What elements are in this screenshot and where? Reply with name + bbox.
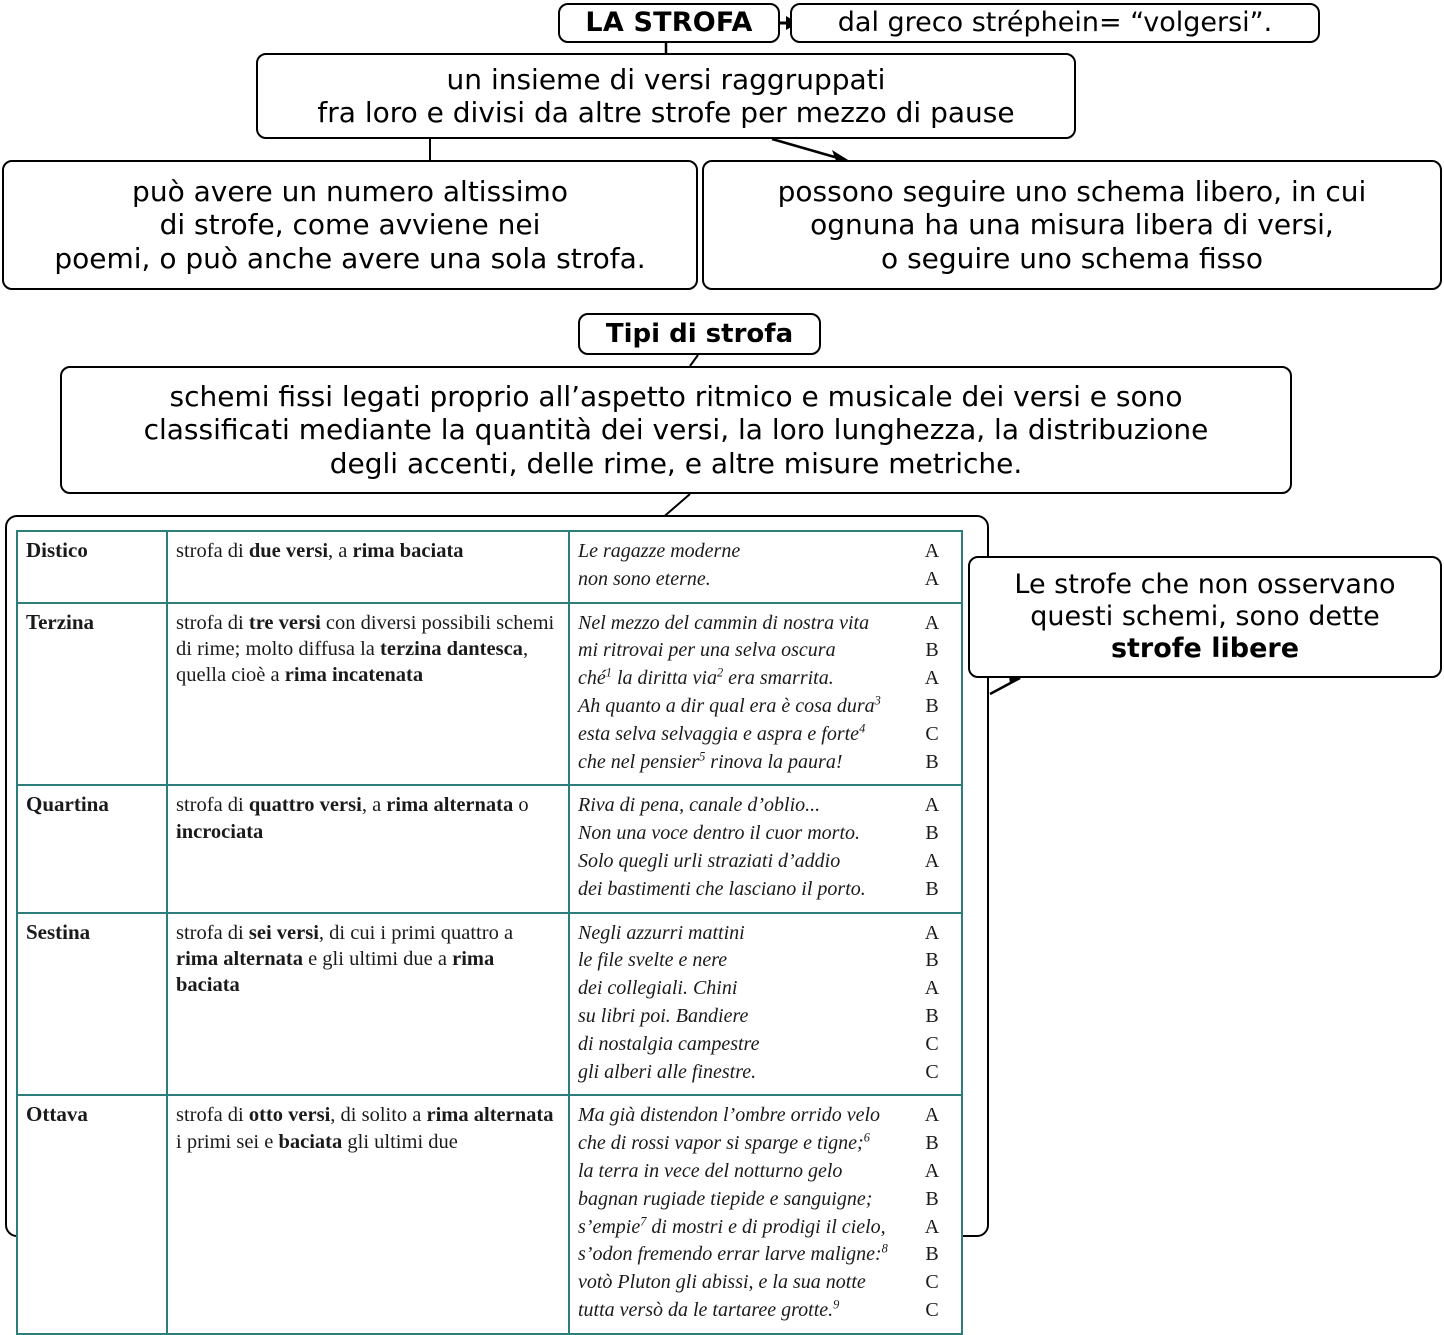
node-la-strofa-label: LA STROFA (585, 7, 753, 39)
example-line: Ah quanto a dir qual era è cosa dura$^3$ (578, 693, 881, 717)
tipi-di-strofa-table (16, 530, 963, 1335)
strofe-libere-line-2: questi schemi, sono dette (1030, 601, 1380, 633)
cell-strofa-name: Terzina (17, 603, 167, 786)
table-row (17, 603, 962, 786)
example-line: Ma già distendon l’ombre orrido velo (578, 1104, 881, 1127)
node-tipi-di-strofa-label: Tipi di strofa (605, 318, 794, 349)
table-row (17, 531, 962, 603)
example-line: bagnan rugiade tiepide e sanguigne; (578, 1187, 873, 1210)
schemi-fissi-line-2: classificati mediante la quantità dei versi, la loro lunghezza, la distribuzione (143, 413, 1209, 447)
cell-strofa-example (569, 785, 962, 912)
example-line: le file svelte e nere (578, 949, 728, 972)
example-line: s’odon fremendo errar larve maligne:$^8$ (578, 1241, 888, 1266)
node-strofe-libere[interactable] (968, 556, 1442, 678)
example-line: che nel pensier$^5$ rinova la paura! (578, 748, 843, 773)
example-line: Le ragazze moderne (578, 540, 741, 562)
cell-strofa-description: strofa di tre versi con diversi possibili schemi di rime; molto diffusa la terzina dantesca, quella cioè a rima incatenata (167, 603, 569, 786)
rhyme-letter: B (925, 1187, 939, 1210)
node-definizione[interactable] (256, 53, 1076, 139)
cell-strofa-example (569, 531, 962, 603)
rhyme-letter: A (924, 921, 940, 944)
rhyme-letter: B (925, 949, 939, 972)
example-line: che di rossi vapor si sparge e tigne;$^6$ (578, 1130, 870, 1155)
example-line: su libri poi. Bandiere (578, 1004, 749, 1027)
rhyme-letter: A (924, 567, 940, 590)
rhyme-letter: B (925, 1004, 939, 1027)
node-schema-libero-fisso[interactable] (702, 160, 1442, 290)
rhyme-letter: A (924, 1104, 940, 1127)
rhyme-letter: C (925, 1271, 939, 1294)
cell-strofa-example (569, 1095, 962, 1333)
strofe-libere-line-3: strofe libere (1110, 632, 1300, 664)
rhyme-letter: C (925, 1060, 939, 1083)
table-row (17, 913, 962, 1096)
example-line: Negli azzurri mattini (578, 921, 745, 944)
rhyme-letter: A (924, 667, 940, 690)
rhyme-scheme (911, 1102, 953, 1324)
rhyme-letter: B (925, 877, 939, 900)
numero-strofe-line-3: poemi, o può anche avere una sola strofa. (54, 241, 646, 275)
schema-line-3: o seguire uno schema fisso (881, 241, 1263, 275)
example-line: esta selva selvaggia e aspra e forte$^4$ (578, 721, 866, 745)
cell-strofa-description: strofa di quattro versi, a rima alternata o incrociata (167, 785, 569, 912)
node-tipi-di-strofa[interactable] (578, 313, 821, 355)
rhyme-letter: A (924, 1215, 940, 1238)
cell-strofa-name: Sestina (17, 913, 167, 1096)
rhyme-scheme (911, 792, 953, 903)
example-lines (578, 920, 911, 1087)
cell-strofa-name: Ottava (17, 1095, 167, 1333)
rhyme-letter: A (924, 794, 940, 817)
schema-line-1: possono seguire uno schema libero, in cui (777, 175, 1367, 209)
table-row (17, 785, 962, 912)
example-line: tutta versò da le tartaree grotte.$^9$ (578, 1297, 840, 1321)
rhyme-scheme (911, 920, 953, 1087)
rhyme-scheme (911, 538, 953, 594)
schemi-fissi-line-3: degli accenti, delle rime, e altre misure metriche. (329, 446, 1023, 480)
example-line: Non una voce dentro il cuor morto. (578, 822, 861, 845)
example-line: di nostalgia campestre (578, 1032, 760, 1055)
example-line: ché$^1$ la diritta via$^2$ era smarrita. (578, 665, 834, 690)
numero-strofe-line-2: di strofe, come avviene nei (159, 208, 541, 242)
rhyme-scheme (911, 610, 953, 777)
example-lines (578, 610, 911, 777)
rhyme-letter: C (925, 1298, 939, 1321)
cell-strofa-example (569, 913, 962, 1096)
definizione-line-1: un insieme di versi raggruppati (446, 62, 886, 96)
rhyme-letter: B (925, 1132, 939, 1155)
node-etimologia[interactable] (790, 3, 1320, 43)
node-la-strofa[interactable] (558, 3, 780, 43)
example-line: s’empie$^7$ di mostri e di prodigi il cielo, (578, 1213, 886, 1238)
example-line: non sono eterne. (578, 567, 711, 590)
example-line: Riva di pena, canale d’oblio... (578, 794, 821, 817)
table-row (17, 1095, 962, 1333)
cell-strofa-description: strofa di otto versi, di solito a rima alternata i primi sei e baciata gli ultimi due (167, 1095, 569, 1333)
rhyme-letter: B (925, 639, 939, 662)
rhyme-letter: A (924, 1159, 940, 1182)
cell-strofa-name: Distico (17, 531, 167, 603)
cell-strofa-example (569, 603, 962, 786)
example-line: gli alberi alle finestre. (578, 1060, 757, 1083)
example-lines (578, 538, 911, 594)
schemi-fissi-line-1: schemi fissi legati proprio all’aspetto ritmico e musicale dei versi e sono (169, 380, 1183, 414)
example-line: dei bastimenti che lasciano il porto. (578, 877, 866, 900)
rhyme-letter: A (924, 849, 940, 872)
definizione-line-2: fra loro e divisi da altre strofe per mezzo di pause (317, 96, 1015, 129)
example-line: votò Pluton gli abissi, e la sua notte (578, 1271, 866, 1294)
rhyme-letter: C (925, 722, 939, 745)
numero-strofe-line-1: può avere un numero altissimo (132, 175, 568, 209)
example-line: dei collegiali. Chini (578, 977, 738, 1000)
cell-strofa-description: strofa di sei versi, di cui i primi quattro a rima alternata e gli ultimi due a rima baciata (167, 913, 569, 1096)
rhyme-letter: B (925, 694, 939, 717)
node-schemi-fissi[interactable] (60, 366, 1292, 494)
rhyme-letter: B (925, 750, 939, 773)
strofe-libere-line-1: Le strofe che non osservano (1014, 569, 1396, 601)
example-line: Solo quegli urli straziati d’addio (578, 849, 841, 872)
cell-strofa-description: strofa di due versi, a rima baciata (167, 531, 569, 603)
example-line: la terra in vece del notturno gelo (578, 1159, 843, 1182)
rhyme-letter: B (925, 822, 939, 845)
example-line: mi ritrovai per una selva oscura (578, 639, 836, 662)
connector-tipi-to-schemi (690, 355, 698, 366)
example-lines (578, 792, 911, 903)
schema-line-2: ognuna ha una misura libera di versi, (810, 208, 1334, 242)
example-lines (578, 1102, 911, 1324)
rhyme-letter: A (924, 611, 940, 634)
cell-strofa-name: Quartina (17, 785, 167, 912)
rhyme-letter: A (924, 977, 940, 1000)
example-line: Nel mezzo del cammin di nostra vita (578, 611, 870, 634)
rhyme-letter: A (924, 540, 940, 562)
rhyme-letter: B (925, 1243, 939, 1266)
node-etimologia-label: dal greco stréphein= “volgersi”. (837, 7, 1273, 39)
table-body (17, 531, 962, 1334)
rhyme-letter: C (925, 1032, 939, 1055)
node-numero-strofe[interactable] (2, 160, 698, 290)
